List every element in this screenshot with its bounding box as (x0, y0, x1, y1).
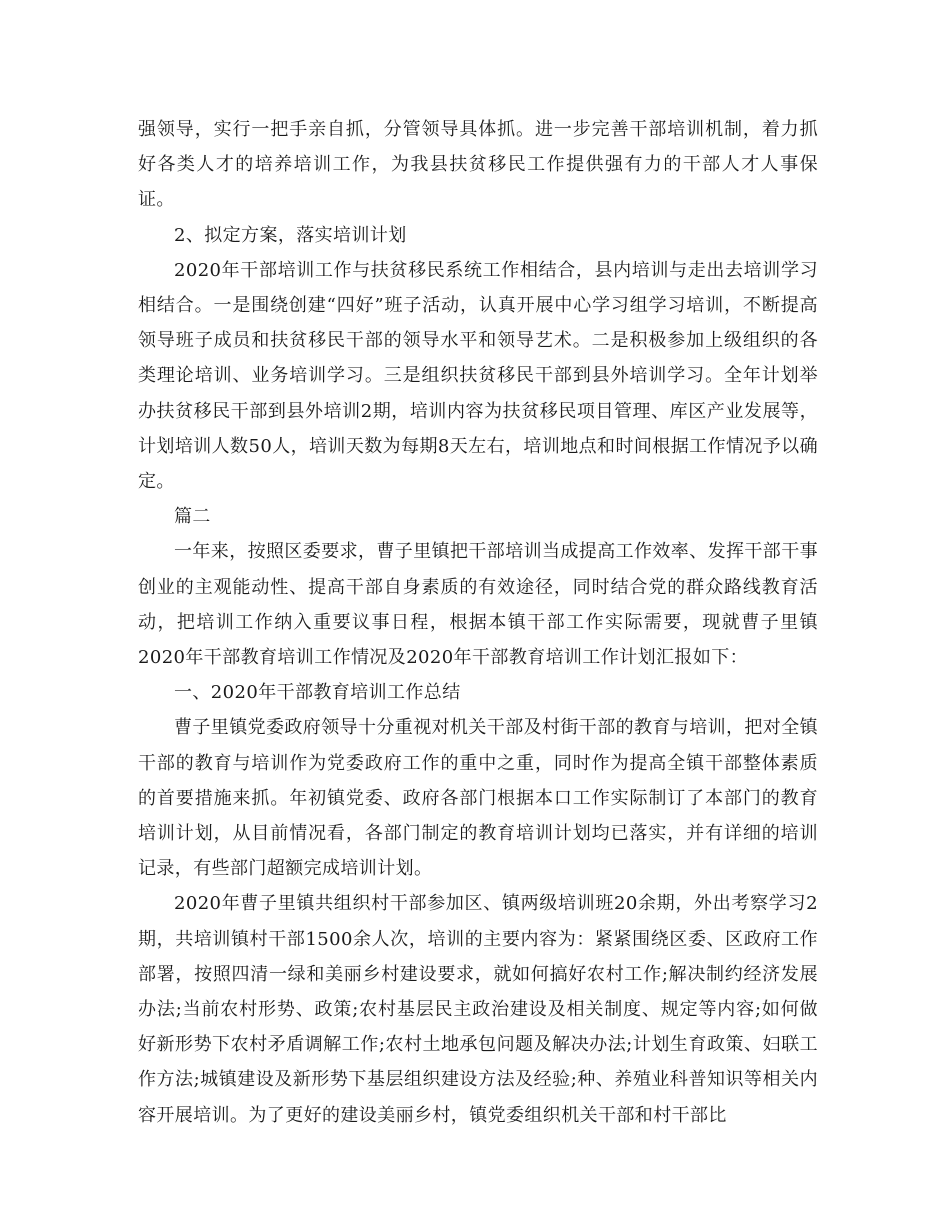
document-body (138, 112, 818, 1133)
paragraph-3: 2020年干部培训工作与扶贫移民系统工作相结合，县内培训与走出去培训学习相结合。一是围绕创建“四好”班子活动，认真开展中心学习组学习培训，不断提高领导班子成员和扶贫移民干部的领导水平和领导艺术。二是积极参加上级组织的各类理论培训、业务培训学习。三是组织扶贫移民干部到县外培训学习。全年计划举办扶贫移民干部到县外培训2期，培训内容为扶贫移民项目管理、库区产业发展等，计划培训人数50人，培训天数为每期8天左右，培训地点和时间根据工作情况予以确定。 (138, 259, 818, 493)
paragraph-1: 强领导，实行一把手亲自抓，分管领导具体抓。进一步完善干部培训机制，着力抓好各类人才的培养培训工作，为我县扶贫移民工作提供强有力的干部人才人事保证。 (138, 119, 818, 211)
paragraph-8: 2020年曹子里镇共组织村干部参加区、镇两级培训班20余期，外出考察学习2期，共培训镇村干部1500余人次，培训的主要内容为：紧紧围绕区委、区政府工作部署，按照四清一绿和美丽乡村建设要求，就如何搞好农村工作;解决制约经济发展办法;当前农村形势、政策;农村基层民主政治建设及相关制度、规定等内容;如何做好新形势下农村矛盾调解工作;农村土地承包问题及解决办法;计划生育政策、妇联工作方法;城镇建设及新形势下基层组织建设方法及经验;种、养殖业科普知识等相关内容开展培训。为了更好的建设美丽乡村，镇党委组织机关干部和村干部比 (138, 893, 818, 1126)
chapter-label: 篇二 (174, 506, 211, 528)
paragraph-7: 曹子里镇党委政府领导十分重视对机关干部及村街干部的教育与培训，把对全镇干部的教育与培训作为党委政府工作的重中之重，同时作为提高全镇干部整体素质的首要措施来抓。年初镇党委、政府各部门根据本口工作实际制订了本部门的教育培训计划，从目前情况看，各部门制定的教育培训计划均已落实，并有详细的培训记录，有些部门超额完成培训计划。 (138, 717, 818, 880)
section-heading-6: 一、2020年干部教育培训工作总结 (174, 682, 461, 704)
section-heading-2: 2、拟定方案，落实培训计划 (174, 224, 407, 246)
paragraph-5: 一年来，按照区委要求，曹子里镇把干部培训当成提高工作效率、发挥干部干事创业的主观能动性、提高干部自身素质的有效途径，同时结合党的群众路线教育活动，把培训工作纳入重要议事日程，根据本镇干部工作实际需要，现就曹子里镇2020年干部教育培训工作情况及2020年干部教育培训工作计划汇报如下： (138, 541, 818, 669)
